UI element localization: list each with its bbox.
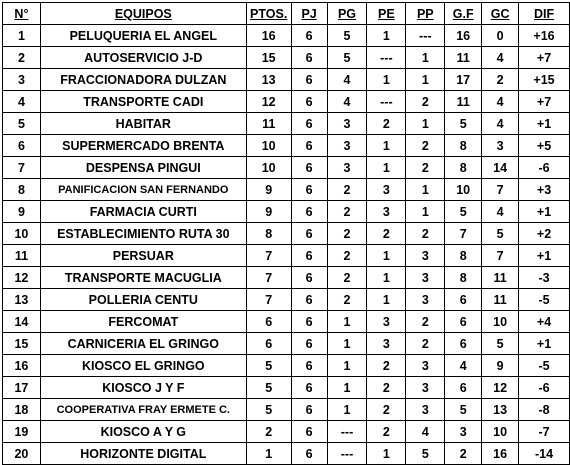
header-teams: EQUIPOS bbox=[40, 3, 246, 25]
drawn-cell: 1 bbox=[367, 289, 406, 311]
team-name-cell: KIOSCO J Y F bbox=[40, 377, 246, 399]
team-name-cell: TRANSPORTE MACUGLIA bbox=[40, 267, 246, 289]
position-cell: 12 bbox=[3, 267, 41, 289]
table-row bbox=[3, 113, 570, 135]
played-cell: 6 bbox=[291, 289, 327, 311]
drawn-cell: 1 bbox=[367, 267, 406, 289]
goals-against-cell: 13 bbox=[482, 399, 519, 421]
table-row bbox=[3, 25, 570, 47]
points-cell: 9 bbox=[246, 201, 291, 223]
goals-against-cell: 14 bbox=[482, 157, 519, 179]
played-cell: 6 bbox=[291, 69, 327, 91]
goal-difference-cell: -6 bbox=[519, 377, 570, 399]
won-cell: --- bbox=[327, 443, 367, 465]
table-row bbox=[3, 311, 570, 333]
drawn-cell: 2 bbox=[367, 399, 406, 421]
played-cell: 6 bbox=[291, 223, 327, 245]
goals-for-cell: 6 bbox=[445, 377, 482, 399]
won-cell: 2 bbox=[327, 267, 367, 289]
goals-against-cell: 12 bbox=[482, 377, 519, 399]
goals-against-cell: 3 bbox=[482, 135, 519, 157]
goal-difference-cell: -6 bbox=[519, 157, 570, 179]
table-row bbox=[3, 157, 570, 179]
won-cell: 3 bbox=[327, 157, 367, 179]
goals-for-cell: 6 bbox=[445, 311, 482, 333]
team-name-cell: AUTOSERVICIO J-D bbox=[40, 47, 246, 69]
lost-cell: 2 bbox=[406, 311, 445, 333]
goals-for-cell: 17 bbox=[445, 69, 482, 91]
table-row bbox=[3, 421, 570, 443]
position-cell: 15 bbox=[3, 333, 41, 355]
table-row bbox=[3, 333, 570, 355]
goals-against-cell: 9 bbox=[482, 355, 519, 377]
points-cell: 1 bbox=[246, 443, 291, 465]
goals-for-cell: 3 bbox=[445, 421, 482, 443]
lost-cell: 2 bbox=[406, 333, 445, 355]
played-cell: 6 bbox=[291, 25, 327, 47]
played-cell: 6 bbox=[291, 201, 327, 223]
team-name-cell: HORIZONTE DIGITAL bbox=[40, 443, 246, 465]
played-cell: 6 bbox=[291, 443, 327, 465]
drawn-cell: 1 bbox=[367, 157, 406, 179]
goals-against-cell: 2 bbox=[482, 69, 519, 91]
points-cell: 2 bbox=[246, 421, 291, 443]
goals-for-cell: 5 bbox=[445, 201, 482, 223]
played-cell: 6 bbox=[291, 47, 327, 69]
goal-difference-cell: -5 bbox=[519, 355, 570, 377]
header-goals-for: G.F bbox=[445, 3, 482, 25]
header-number: N° bbox=[3, 3, 41, 25]
header-won: PG bbox=[327, 3, 367, 25]
points-cell: 7 bbox=[246, 289, 291, 311]
lost-cell: 2 bbox=[406, 157, 445, 179]
team-name-cell: CARNICERIA EL GRINGO bbox=[40, 333, 246, 355]
won-cell: 4 bbox=[327, 69, 367, 91]
drawn-cell: --- bbox=[367, 91, 406, 113]
played-cell: 6 bbox=[291, 245, 327, 267]
played-cell: 6 bbox=[291, 179, 327, 201]
goals-for-cell: 4 bbox=[445, 355, 482, 377]
table-row bbox=[3, 267, 570, 289]
table-row bbox=[3, 399, 570, 421]
played-cell: 6 bbox=[291, 421, 327, 443]
table-row bbox=[3, 135, 570, 157]
goals-against-cell: 7 bbox=[482, 245, 519, 267]
goal-difference-cell: -7 bbox=[519, 421, 570, 443]
points-cell: 11 bbox=[246, 113, 291, 135]
team-name-cell: HABITAR bbox=[40, 113, 246, 135]
goals-for-cell: 6 bbox=[445, 289, 482, 311]
goal-difference-cell: +2 bbox=[519, 223, 570, 245]
drawn-cell: 2 bbox=[367, 223, 406, 245]
lost-cell: 1 bbox=[406, 69, 445, 91]
won-cell: 2 bbox=[327, 201, 367, 223]
goals-against-cell: 11 bbox=[482, 267, 519, 289]
goals-against-cell: 0 bbox=[482, 25, 519, 47]
goals-for-cell: 8 bbox=[445, 157, 482, 179]
position-cell: 14 bbox=[3, 311, 41, 333]
header-lost: PP bbox=[406, 3, 445, 25]
won-cell: --- bbox=[327, 421, 367, 443]
won-cell: 1 bbox=[327, 333, 367, 355]
won-cell: 1 bbox=[327, 399, 367, 421]
won-cell: 1 bbox=[327, 311, 367, 333]
goal-difference-cell: +1 bbox=[519, 245, 570, 267]
points-cell: 5 bbox=[246, 355, 291, 377]
team-name-cell: ESTABLECIMIENTO RUTA 30 bbox=[40, 223, 246, 245]
goals-for-cell: 16 bbox=[445, 25, 482, 47]
team-name-cell: FRACCIONADORA DULZAN bbox=[40, 69, 246, 91]
goals-against-cell: 4 bbox=[482, 91, 519, 113]
position-cell: 10 bbox=[3, 223, 41, 245]
won-cell: 5 bbox=[327, 47, 367, 69]
position-cell: 4 bbox=[3, 91, 41, 113]
position-cell: 9 bbox=[3, 201, 41, 223]
drawn-cell: 1 bbox=[367, 69, 406, 91]
played-cell: 6 bbox=[291, 333, 327, 355]
points-cell: 6 bbox=[246, 311, 291, 333]
lost-cell: 5 bbox=[406, 443, 445, 465]
played-cell: 6 bbox=[291, 135, 327, 157]
drawn-cell: 3 bbox=[367, 179, 406, 201]
table-row bbox=[3, 91, 570, 113]
goals-for-cell: 5 bbox=[445, 113, 482, 135]
points-cell: 5 bbox=[246, 377, 291, 399]
drawn-cell: 2 bbox=[367, 377, 406, 399]
goal-difference-cell: +1 bbox=[519, 113, 570, 135]
goals-against-cell: 10 bbox=[482, 421, 519, 443]
position-cell: 1 bbox=[3, 25, 41, 47]
goal-difference-cell: +7 bbox=[519, 47, 570, 69]
drawn-cell: --- bbox=[367, 47, 406, 69]
drawn-cell: 2 bbox=[367, 355, 406, 377]
table-row bbox=[3, 245, 570, 267]
position-cell: 20 bbox=[3, 443, 41, 465]
team-name-cell: FARMACIA CURTI bbox=[40, 201, 246, 223]
goal-difference-cell: +4 bbox=[519, 311, 570, 333]
points-cell: 9 bbox=[246, 179, 291, 201]
goals-for-cell: 11 bbox=[445, 47, 482, 69]
header-drawn: PE bbox=[367, 3, 406, 25]
lost-cell: 3 bbox=[406, 355, 445, 377]
played-cell: 6 bbox=[291, 355, 327, 377]
goals-for-cell: 10 bbox=[445, 179, 482, 201]
points-cell: 10 bbox=[246, 157, 291, 179]
goal-difference-cell: +15 bbox=[519, 69, 570, 91]
table-row bbox=[3, 443, 570, 465]
drawn-cell: 2 bbox=[367, 421, 406, 443]
table-row bbox=[3, 355, 570, 377]
won-cell: 1 bbox=[327, 355, 367, 377]
standings-table-container bbox=[2, 2, 570, 465]
lost-cell: 1 bbox=[406, 179, 445, 201]
goal-difference-cell: +1 bbox=[519, 201, 570, 223]
lost-cell: 1 bbox=[406, 201, 445, 223]
goal-difference-cell: +5 bbox=[519, 135, 570, 157]
table-row bbox=[3, 377, 570, 399]
goals-for-cell: 8 bbox=[445, 267, 482, 289]
goals-for-cell: 2 bbox=[445, 443, 482, 465]
goals-against-cell: 11 bbox=[482, 289, 519, 311]
goals-against-cell: 10 bbox=[482, 311, 519, 333]
goal-difference-cell: +16 bbox=[519, 25, 570, 47]
goals-for-cell: 8 bbox=[445, 135, 482, 157]
goal-difference-cell: -5 bbox=[519, 289, 570, 311]
drawn-cell: 3 bbox=[367, 333, 406, 355]
points-cell: 5 bbox=[246, 399, 291, 421]
goals-against-cell: 4 bbox=[482, 47, 519, 69]
position-cell: 16 bbox=[3, 355, 41, 377]
team-name-cell: PANIFICACION SAN FERNANDO bbox=[40, 179, 246, 201]
header-row bbox=[3, 3, 570, 25]
table-row bbox=[3, 201, 570, 223]
played-cell: 6 bbox=[291, 311, 327, 333]
goals-for-cell: 8 bbox=[445, 245, 482, 267]
table-row bbox=[3, 47, 570, 69]
goal-difference-cell: -3 bbox=[519, 267, 570, 289]
lost-cell: 2 bbox=[406, 91, 445, 113]
header-goal-difference: DIF bbox=[519, 3, 570, 25]
goals-for-cell: 11 bbox=[445, 91, 482, 113]
lost-cell: 3 bbox=[406, 399, 445, 421]
points-cell: 10 bbox=[246, 135, 291, 157]
lost-cell: 3 bbox=[406, 289, 445, 311]
drawn-cell: 3 bbox=[367, 311, 406, 333]
lost-cell: 2 bbox=[406, 223, 445, 245]
points-cell: 7 bbox=[246, 267, 291, 289]
position-cell: 18 bbox=[3, 399, 41, 421]
goal-difference-cell: +1 bbox=[519, 333, 570, 355]
drawn-cell: 1 bbox=[367, 245, 406, 267]
position-cell: 8 bbox=[3, 179, 41, 201]
standings-body bbox=[3, 25, 570, 465]
lost-cell: 3 bbox=[406, 377, 445, 399]
team-name-cell: SUPERMERCADO BRENTA bbox=[40, 135, 246, 157]
played-cell: 6 bbox=[291, 113, 327, 135]
position-cell: 2 bbox=[3, 47, 41, 69]
lost-cell: 1 bbox=[406, 47, 445, 69]
goals-against-cell: 16 bbox=[482, 443, 519, 465]
team-name-cell: FERCOMAT bbox=[40, 311, 246, 333]
drawn-cell: 1 bbox=[367, 135, 406, 157]
lost-cell: 3 bbox=[406, 267, 445, 289]
header-played: PJ bbox=[291, 3, 327, 25]
position-cell: 11 bbox=[3, 245, 41, 267]
position-cell: 6 bbox=[3, 135, 41, 157]
points-cell: 8 bbox=[246, 223, 291, 245]
played-cell: 6 bbox=[291, 157, 327, 179]
table-row bbox=[3, 289, 570, 311]
drawn-cell: 2 bbox=[367, 113, 406, 135]
position-cell: 5 bbox=[3, 113, 41, 135]
goal-difference-cell: +3 bbox=[519, 179, 570, 201]
goals-against-cell: 7 bbox=[482, 179, 519, 201]
points-cell: 15 bbox=[246, 47, 291, 69]
position-cell: 17 bbox=[3, 377, 41, 399]
drawn-cell: 1 bbox=[367, 25, 406, 47]
position-cell: 3 bbox=[3, 69, 41, 91]
team-name-cell: PERSUAR bbox=[40, 245, 246, 267]
won-cell: 2 bbox=[327, 289, 367, 311]
table-row bbox=[3, 179, 570, 201]
goals-against-cell: 5 bbox=[482, 333, 519, 355]
team-name-cell: POLLERIA CENTU bbox=[40, 289, 246, 311]
table-row bbox=[3, 69, 570, 91]
lost-cell: 3 bbox=[406, 245, 445, 267]
goal-difference-cell: +7 bbox=[519, 91, 570, 113]
played-cell: 6 bbox=[291, 399, 327, 421]
position-cell: 7 bbox=[3, 157, 41, 179]
header-goals-against: GC bbox=[482, 3, 519, 25]
standings-table bbox=[2, 2, 570, 465]
played-cell: 6 bbox=[291, 91, 327, 113]
team-name-cell: PELUQUERIA EL ANGEL bbox=[40, 25, 246, 47]
goals-for-cell: 7 bbox=[445, 223, 482, 245]
won-cell: 3 bbox=[327, 135, 367, 157]
lost-cell: 1 bbox=[406, 113, 445, 135]
goals-against-cell: 4 bbox=[482, 113, 519, 135]
drawn-cell: 3 bbox=[367, 201, 406, 223]
goals-against-cell: 4 bbox=[482, 201, 519, 223]
played-cell: 6 bbox=[291, 377, 327, 399]
position-cell: 19 bbox=[3, 421, 41, 443]
team-name-cell: DESPENSA PINGUI bbox=[40, 157, 246, 179]
goals-for-cell: 5 bbox=[445, 399, 482, 421]
goal-difference-cell: -8 bbox=[519, 399, 570, 421]
points-cell: 7 bbox=[246, 245, 291, 267]
goals-against-cell: 5 bbox=[482, 223, 519, 245]
won-cell: 5 bbox=[327, 25, 367, 47]
table-row bbox=[3, 223, 570, 245]
points-cell: 13 bbox=[246, 69, 291, 91]
won-cell: 3 bbox=[327, 113, 367, 135]
won-cell: 4 bbox=[327, 91, 367, 113]
lost-cell: 4 bbox=[406, 421, 445, 443]
won-cell: 2 bbox=[327, 179, 367, 201]
position-cell: 13 bbox=[3, 289, 41, 311]
points-cell: 12 bbox=[246, 91, 291, 113]
lost-cell: 2 bbox=[406, 135, 445, 157]
drawn-cell: 1 bbox=[367, 443, 406, 465]
lost-cell: --- bbox=[406, 25, 445, 47]
played-cell: 6 bbox=[291, 267, 327, 289]
team-name-cell: COOPERATIVA FRAY ERMETE C. bbox=[40, 399, 246, 421]
points-cell: 6 bbox=[246, 333, 291, 355]
goals-for-cell: 6 bbox=[445, 333, 482, 355]
won-cell: 2 bbox=[327, 223, 367, 245]
won-cell: 1 bbox=[327, 377, 367, 399]
header-points: PTOS. bbox=[246, 3, 291, 25]
won-cell: 2 bbox=[327, 245, 367, 267]
team-name-cell: TRANSPORTE CADI bbox=[40, 91, 246, 113]
points-cell: 16 bbox=[246, 25, 291, 47]
team-name-cell: KIOSCO EL GRINGO bbox=[40, 355, 246, 377]
goal-difference-cell: -14 bbox=[519, 443, 570, 465]
team-name-cell: KIOSCO A Y G bbox=[40, 421, 246, 443]
